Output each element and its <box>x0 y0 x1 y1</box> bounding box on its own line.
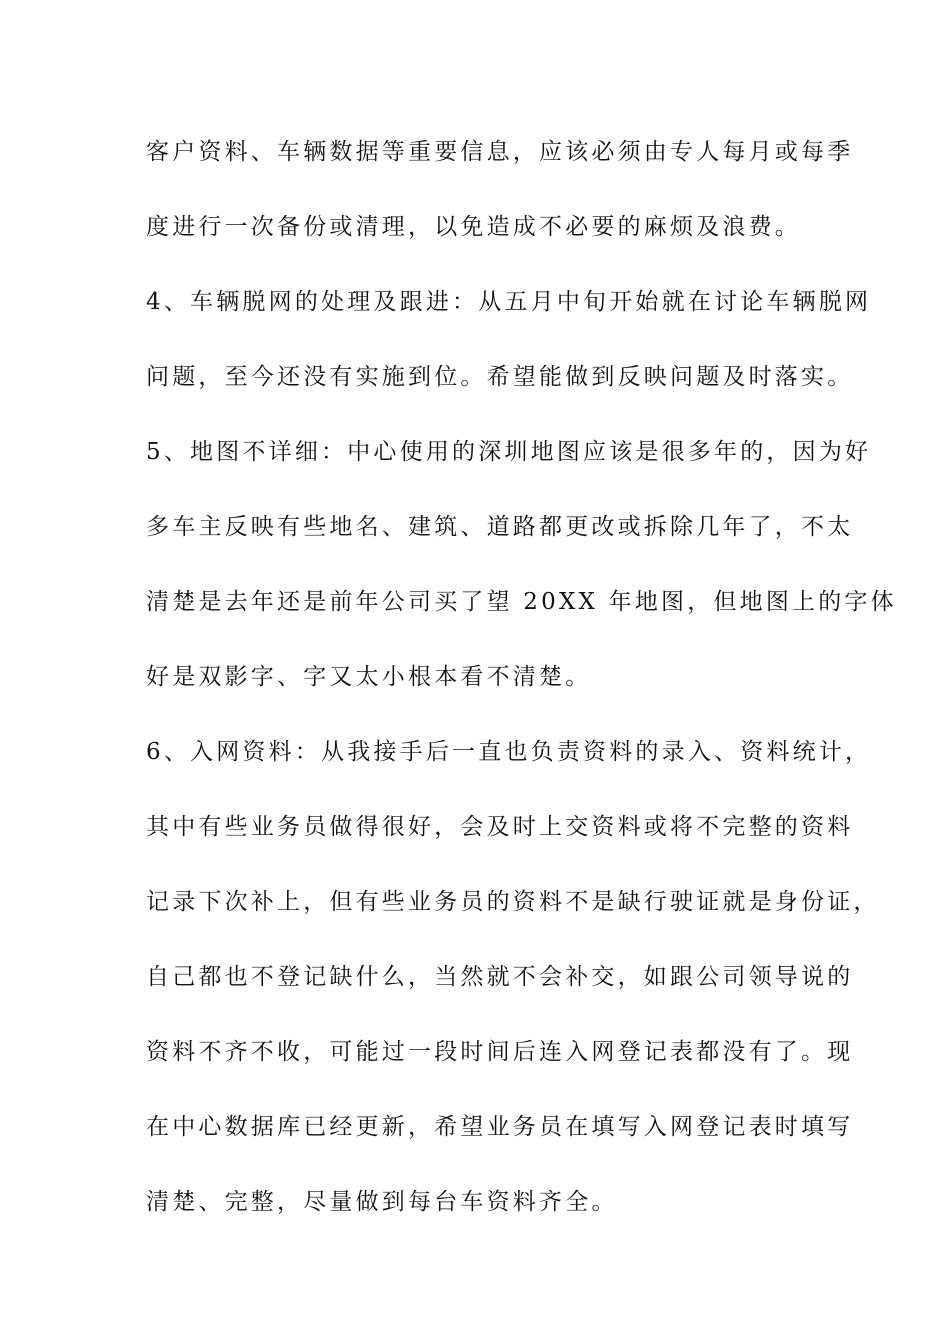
body-text <box>146 131 897 1256</box>
text-line: 度进行一次备份或清理，以免造成不必要的麻烦及浪费。 <box>146 214 801 240</box>
text-line: 自己都也不登记缺什么，当然就不会补交，如跟公司领导说的 <box>146 964 854 990</box>
text-line: 多车主反映有些地名、建筑、道路都更改或拆除几年了，不太 <box>146 514 854 540</box>
text-line: 6、入网资料：从我接手后一直也负责资料的录入、资料统计， <box>146 739 872 765</box>
text-line: 5、地图不详细：中心使用的深圳地图应该是很多年的，因为好 <box>146 439 872 465</box>
text-line: 问题，至今还没有实施到位。希望能做到反映问题及时落实。 <box>146 364 854 390</box>
text-line: 清楚、完整，尽量做到每台车资料齐全。 <box>146 1189 618 1215</box>
text-line: 好是双影字、字又太小根本看不清楚。 <box>146 664 592 690</box>
text-line: 4、车辆脱网的处理及跟进：从五月中旬开始就在讨论车辆脱网 <box>146 289 872 315</box>
text-line: 在中心数据库已经更新，希望业务员在填写入网登记表时填写 <box>146 1114 854 1140</box>
text-line: 记录下次补上，但有些业务员的资料不是缺行驶证就是身份证， <box>146 889 880 915</box>
text-line: 资料不齐不收，可能过一段时间后连入网登记表都没有了。现 <box>146 1039 854 1065</box>
text-line: 客户资料、车辆数据等重要信息，应该必须由专人每月或每季 <box>146 139 854 165</box>
text-line: 其中有些业务员做得很好，会及时上交资料或将不完整的资料 <box>146 814 854 840</box>
text-line: 清楚是去年还是前年公司买了望 20XX 年地图，但地图上的字体 <box>146 589 897 615</box>
